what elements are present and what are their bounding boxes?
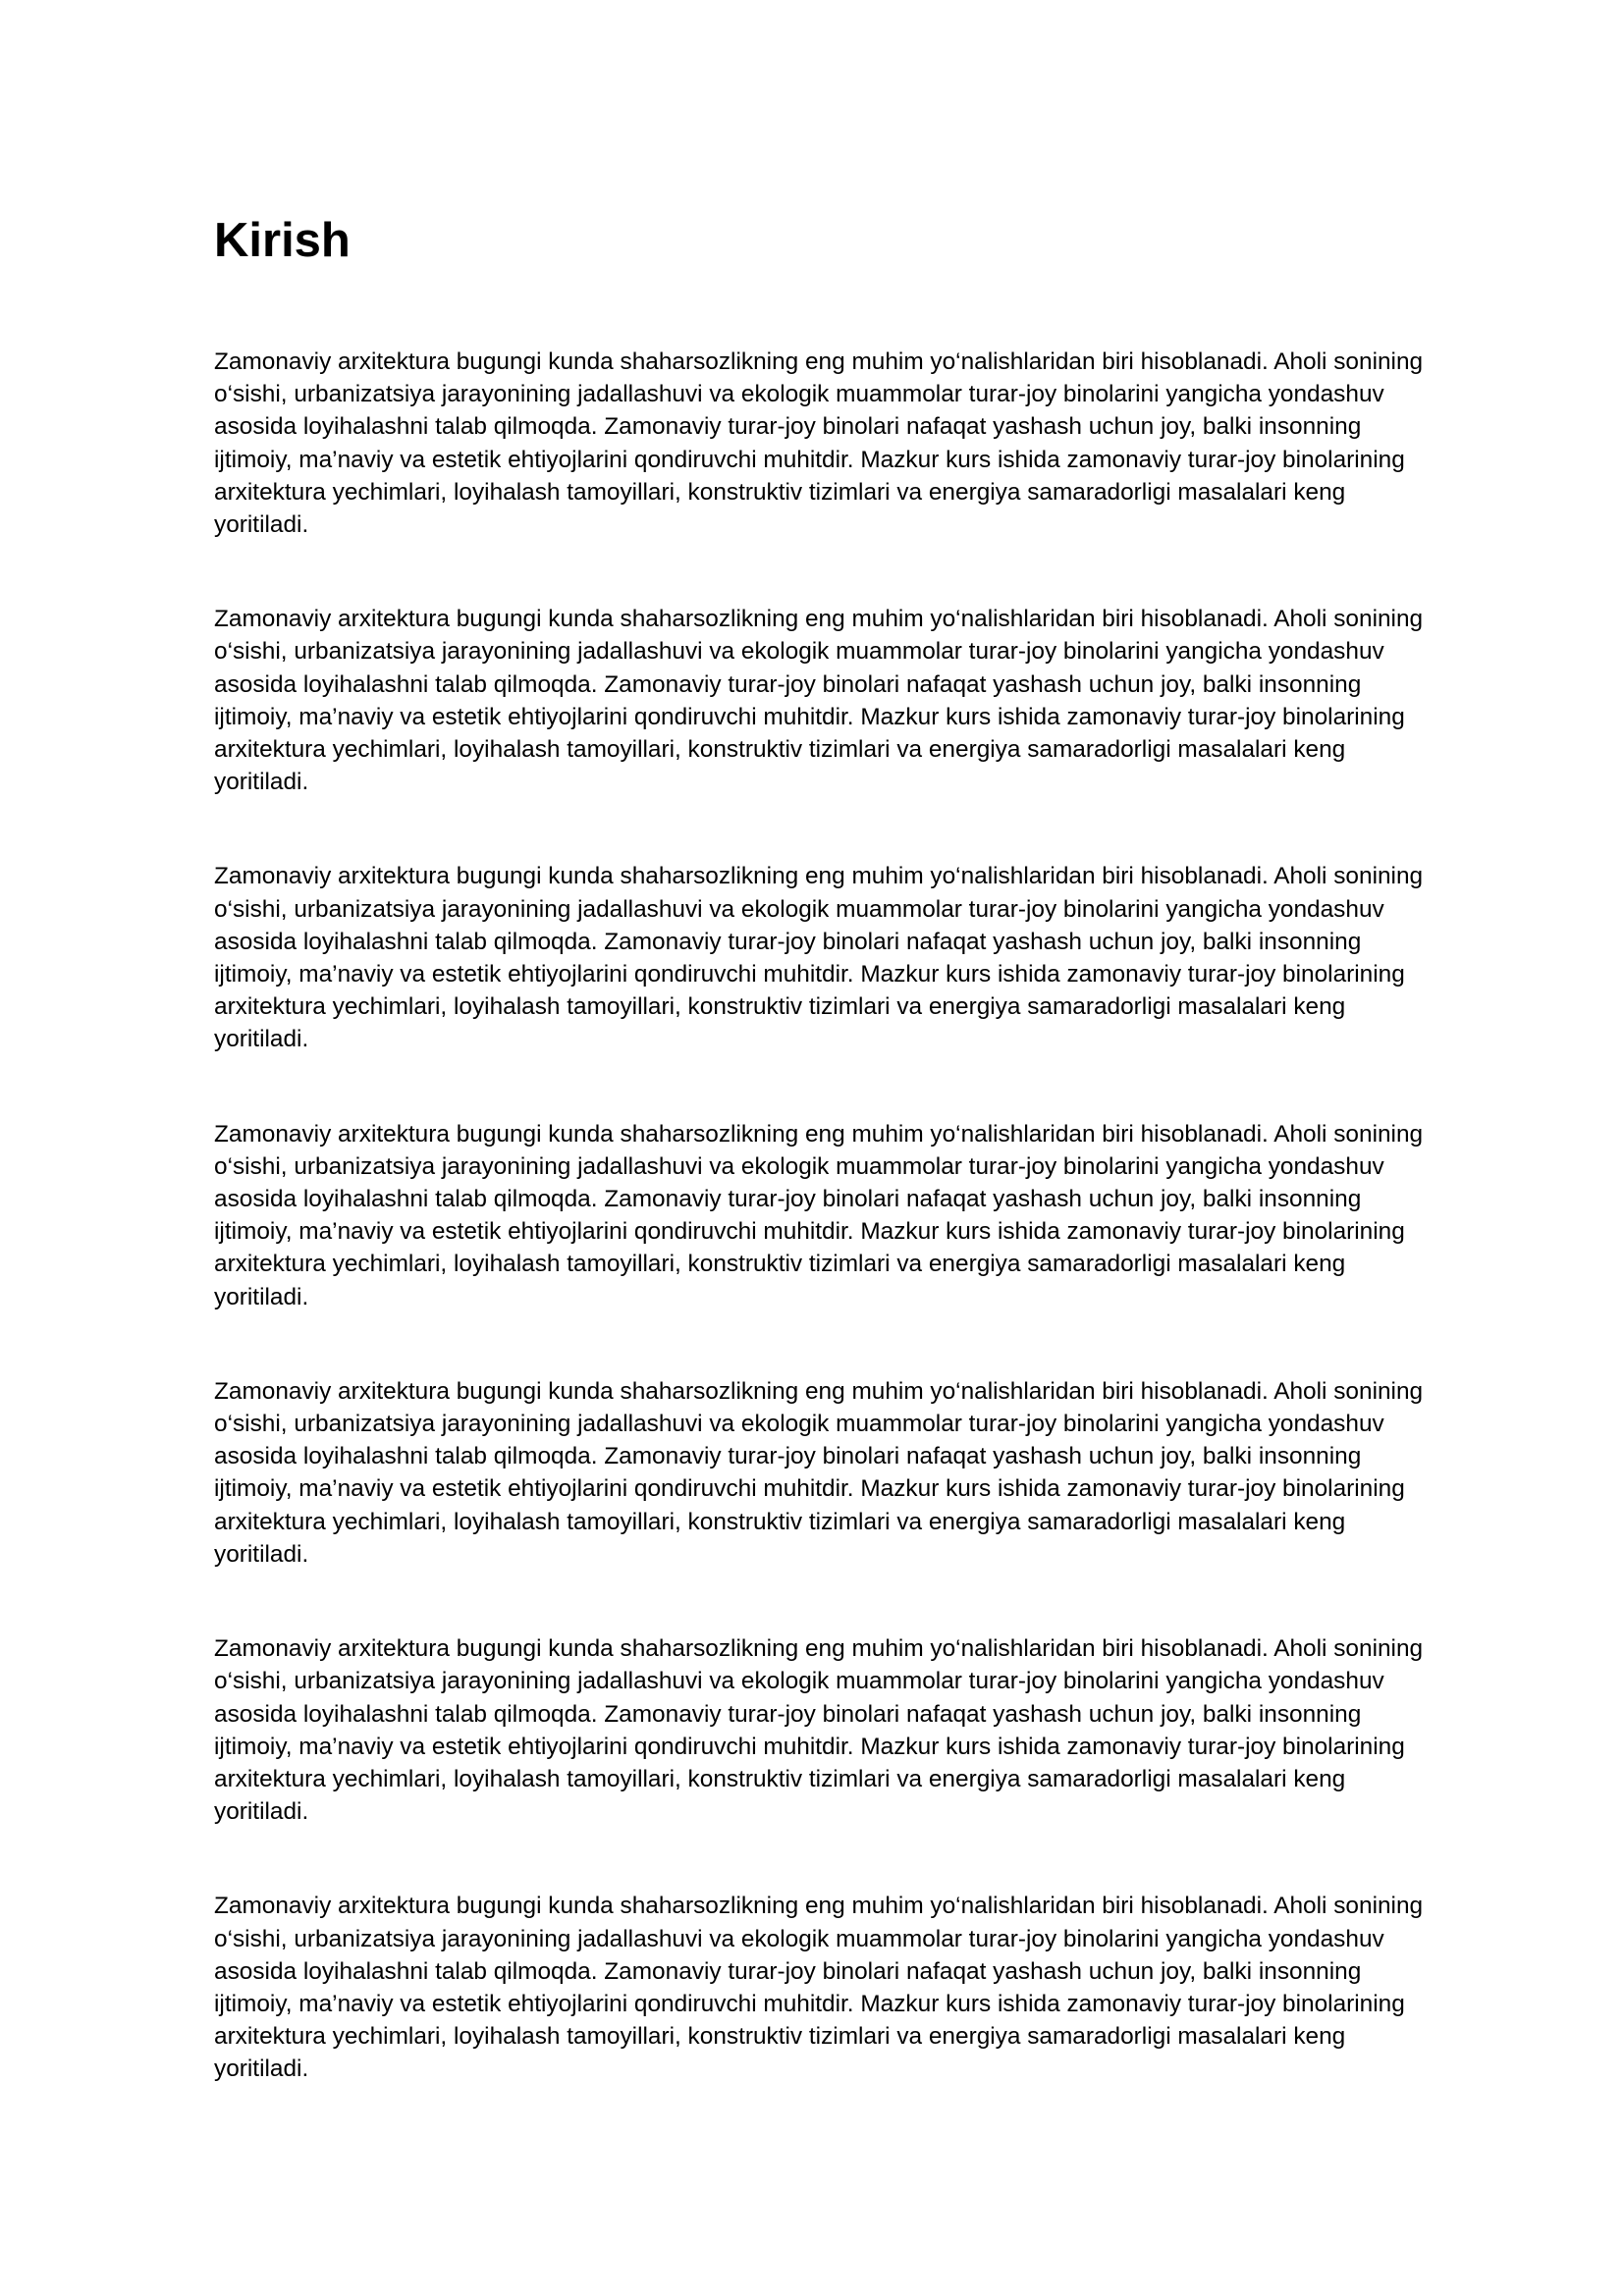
body-paragraph: Zamonaviy arxitektura bugungi kunda shaharsozlikning eng muhim yo‘nalishlaridan biri hisoblanadi. Aholi sonining o‘sishi, urbanizatsiya jarayonining jadallashuvi va ekologik muammolar turar-joy binolarini yangicha yondashuv asosida loyihalashni talab qilmoqda. Zamonaviy turar-joy binolari nafaqat yashash uchun joy, balki insonning ijtimoiy, ma’naviy va estetik ehtiyojlarini qondiruvchi muhitdir. Mazkur kurs ishida zamonaviy turar-joy binolarining arxitektura yechimlari, loyihalash tamoyillari, konstruktiv tizimlari va energiya samaradorligi masalalari keng yoritiladi. — [214, 1893, 1424, 2083]
body-paragraph: Zamonaviy arxitektura bugungi kunda shaharsozlikning eng muhim yo‘nalishlaridan biri hisoblanadi. Aholi sonining o‘sishi, urbanizatsiya jarayonining jadallashuvi va ekologik muammolar turar-joy binolarini yangicha yondashuv asosida loyihalashni talab qilmoqda. Zamonaviy turar-joy binolari nafaqat yashash uchun joy, balki insonning ijtimoiy, ma’naviy va estetik ehtiyojlarini qondiruvchi muhitdir. Mazkur kurs ishida zamonaviy turar-joy binolarining arxitektura yechimlari, loyihalash tamoyillari, konstruktiv tizimlari va energiya samaradorligi masalalari keng yoritiladi. — [214, 606, 1424, 796]
paragraph-list — [214, 346, 1432, 2086]
body-paragraph: Zamonaviy arxitektura bugungi kunda shaharsozlikning eng muhim yo‘nalishlaridan biri hisoblanadi. Aholi sonining o‘sishi, urbanizatsiya jarayonining jadallashuvi va ekologik muammolar turar-joy binolarini yangicha yondashuv asosida loyihalashni talab qilmoqda. Zamonaviy turar-joy binolari nafaqat yashash uchun joy, balki insonning ijtimoiy, ma’naviy va estetik ehtiyojlarini qondiruvchi muhitdir. Mazkur kurs ishida zamonaviy turar-joy binolarining arxitektura yechimlari, loyihalash tamoyillari, konstruktiv tizimlari va energiya samaradorligi masalalari keng yoritiladi. — [214, 1377, 1424, 1568]
body-paragraph: Zamonaviy arxitektura bugungi kunda shaharsozlikning eng muhim yo‘nalishlaridan biri hisoblanadi. Aholi sonining o‘sishi, urbanizatsiya jarayonining jadallashuvi va ekologik muammolar turar-joy binolarini yangicha yondashuv asosida loyihalashni talab qilmoqda. Zamonaviy turar-joy binolari nafaqat yashash uchun joy, balki insonning ijtimoiy, ma’naviy va estetik ehtiyojlarini qondiruvchi muhitdir. Mazkur kurs ishida zamonaviy turar-joy binolarining arxitektura yechimlari, loyihalash tamoyillari, konstruktiv tizimlari va energiya samaradorligi masalalari keng yoritiladi. — [214, 1635, 1424, 1826]
body-paragraph: Zamonaviy arxitektura bugungi kunda shaharsozlikning eng muhim yo‘nalishlaridan biri hisoblanadi. Aholi sonining o‘sishi, urbanizatsiya jarayonining jadallashuvi va ekologik muammolar turar-joy binolarini yangicha yondashuv asosida loyihalashni talab qilmoqda. Zamonaviy turar-joy binolari nafaqat yashash uchun joy, balki insonning ijtimoiy, ma’naviy va estetik ehtiyojlarini qondiruvchi muhitdir. Mazkur kurs ishida zamonaviy turar-joy binolarining arxitektura yechimlari, loyihalash tamoyillari, konstruktiv tizimlari va energiya samaradorligi masalalari keng yoritiladi. — [214, 1120, 1424, 1310]
body-paragraph: Zamonaviy arxitektura bugungi kunda shaharsozlikning eng muhim yo‘nalishlaridan biri hisoblanadi. Aholi sonining o‘sishi, urbanizatsiya jarayonining jadallashuvi va ekologik muammolar turar-joy binolarini yangicha yondashuv asosida loyihalashni talab qilmoqda. Zamonaviy turar-joy binolari nafaqat yashash uchun joy, balki insonning ijtimoiy, ma’naviy va estetik ehtiyojlarini qondiruvchi muhitdir. Mazkur kurs ishida zamonaviy turar-joy binolarining arxitektura yechimlari, loyihalash tamoyillari, konstruktiv tizimlari va energiya samaradorligi masalalari keng yoritiladi. — [214, 348, 1424, 539]
page-title: Kirish — [214, 214, 351, 267]
body-paragraph: Zamonaviy arxitektura bugungi kunda shaharsozlikning eng muhim yo‘nalishlaridan biri hisoblanadi. Aholi sonining o‘sishi, urbanizatsiya jarayonining jadallashuvi va ekologik muammolar turar-joy binolarini yangicha yondashuv asosida loyihalashni talab qilmoqda. Zamonaviy turar-joy binolari nafaqat yashash uchun joy, balki insonning ijtimoiy, ma’naviy va estetik ehtiyojlarini qondiruvchi muhitdir. Mazkur kurs ishida zamonaviy turar-joy binolarining arxitektura yechimlari, loyihalash tamoyillari, konstruktiv tizimlari va energiya samaradorligi masalalari keng yoritiladi. — [214, 863, 1424, 1053]
page-content — [214, 211, 1432, 2148]
